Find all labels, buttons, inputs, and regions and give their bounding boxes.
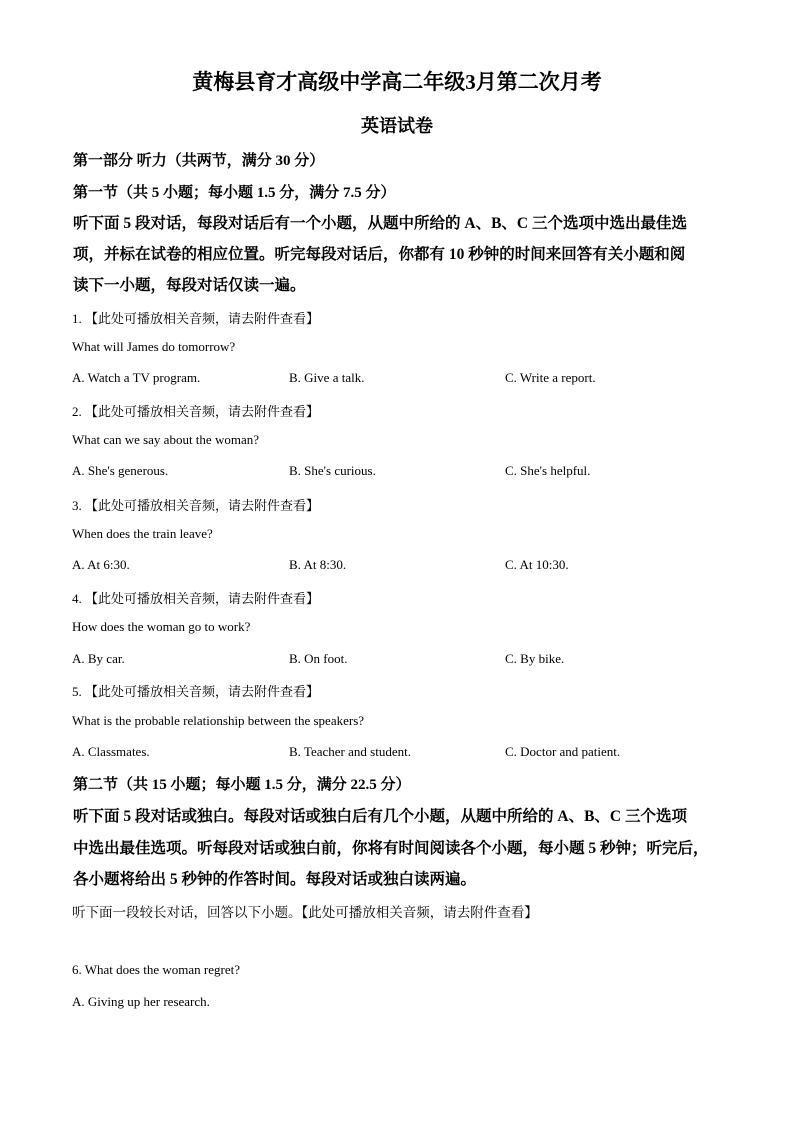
section2-instruction-line: 各小题将给出 5 秒钟的作答时间。每段对话或独白读两遍。 [73, 871, 477, 888]
question-prompt: What is the probable relationship between the speakers? [72, 713, 365, 728]
question-prompt: 6. What does the woman regret? [72, 962, 240, 977]
audio-placeholder-q3[interactable]: 3. 【此处可播放相关音频，请去附件查看】 [72, 498, 320, 513]
question-prompt: When does the train leave? [72, 526, 213, 541]
option-b: B. At 8:30. [289, 557, 347, 572]
option-c: C. Write a report. [505, 370, 596, 385]
option-c: C. She's helpful. [505, 463, 591, 478]
audio-placeholder-q2[interactable]: 2. 【此处可播放相关音频，请去附件查看】 [72, 404, 320, 419]
option-b: B. Teacher and student. [289, 744, 411, 759]
option-b: B. On foot. [289, 651, 348, 666]
section1-heading: 第一节（共 5 小题；每小题 1.5 分，满分 7.5 分） [73, 185, 396, 201]
option-a: A. Giving up her research. [72, 994, 210, 1009]
option-a: A. Watch a TV program. [72, 370, 201, 385]
option-b: B. Give a talk. [289, 370, 365, 385]
part1-heading: 第一部分 听力（共两节，满分 30 分） [73, 153, 325, 169]
option-c: C. Doctor and patient. [505, 744, 621, 759]
option-a: A. At 6:30. [72, 557, 130, 572]
section2-instruction-line: 中选出最佳选项。听每段对话或独白前，你将有时间阅读各个小题，每小题 5 秒钟；听完后， [73, 840, 709, 857]
section2-instruction-line: 听下面 5 段对话或独白。每段对话或独白后有几个小题，从题中所给的 A、B、C 三个选项 [73, 808, 687, 825]
section1-instruction-line: 听下面 5 段对话，每段对话后有一个小题，从题中所给的 A、B、C 三个选项中选出最佳选 [73, 215, 687, 232]
section2-heading: 第二节（共 15 小题；每小题 1.5 分，满分 22.5 分） [73, 777, 411, 793]
option-a: A. She's generous. [72, 463, 169, 478]
page-title: 黄梅县育才高级中学高二年级3月第二次月考 [192, 70, 602, 94]
option-c: C. By bike. [505, 651, 565, 666]
question-prompt: How does the woman go to work? [72, 619, 251, 634]
page-subtitle: 英语试卷 [361, 116, 433, 136]
question-prompt: What can we say about the woman? [72, 432, 259, 447]
option-a: A. By car. [72, 651, 125, 666]
option-b: B. She's curious. [289, 463, 376, 478]
audio-placeholder-q1[interactable]: 1. 【此处可播放相关音频，请去附件查看】 [72, 311, 320, 326]
section1-instruction-line: 项，并标在试卷的相应位置。听完每段对话后，你都有 10 秒钟的时间来回答有关小题和阅 [73, 246, 686, 263]
audio-placeholder-q4[interactable]: 4. 【此处可播放相关音频，请去附件查看】 [72, 591, 320, 606]
audio-placeholder-long-dialogue[interactable]: 听下面一段较长对话，回答以下小题。【此处可播放相关音频，请去附件查看】 [72, 905, 538, 920]
option-c: C. At 10:30. [505, 557, 569, 572]
question-prompt: What will James do tomorrow? [72, 339, 236, 354]
section1-instruction-line: 读下一小题，每段对话仅读一遍。 [73, 277, 306, 294]
audio-placeholder-q5[interactable]: 5. 【此处可播放相关音频，请去附件查看】 [72, 684, 320, 699]
option-a: A. Classmates. [72, 744, 150, 759]
